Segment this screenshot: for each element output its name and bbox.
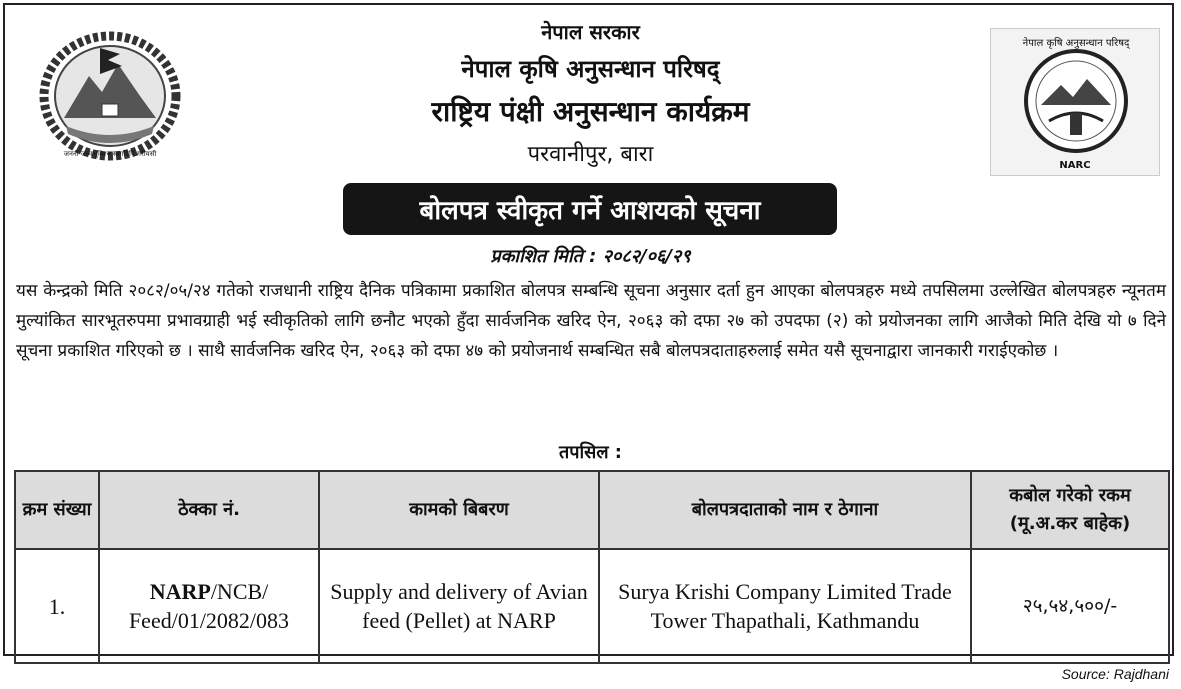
narc-arc-text: नेपाल कृषि अनुसन्धान परिषद् xyxy=(1022,38,1130,49)
header-sn: क्रम संख्या xyxy=(15,471,99,549)
header-amount: कबोल गरेको रकम (मू.अ.कर बाहेक) xyxy=(971,471,1169,549)
table-header-row xyxy=(15,471,1169,549)
notice-body xyxy=(16,276,1166,366)
council-title: नेपाल कृषि अनुसन्धान परिषद् xyxy=(461,55,720,83)
schedule-label: तपसिल : xyxy=(559,442,622,463)
govt-title: नेपाल सरकार xyxy=(541,20,640,44)
cell-amount: २५,५४,५००/- xyxy=(971,549,1169,663)
header-description: कामको बिबरण xyxy=(319,471,599,549)
emblem-motto: जननी जन्मभूमिश्च स्वर्गादपि गरीयसी xyxy=(63,150,157,158)
notice-title: बोलपत्र स्वीकृत गर्ने आशयको सूचना xyxy=(419,196,761,226)
program-title: राष्ट्रिय पंक्षी अनुसन्धान कार्यक्रम xyxy=(431,95,750,128)
contract-rest: /NCB/ Feed/01/2082/083 xyxy=(128,579,290,633)
notice-paragraph: यस केन्द्रको मिति २०८२/०५/२४ गतेको राजधानी राष्ट्रिय दैनिक पत्रिकामा प्रकाशित बोलपत्र सम्बन्धि सूचना अनुसार दर्ता हुन आएका बोलपत्रहरु मध्ये तपसिलमा उल्लेखित बोलपत्रहरु न्यूनतम मुल्यांकित सारभूतरुपमा प्रभावग्राही भई स्वीकृतिको लागि छनौट भएको हुँदा सार्वजनिक खरिद ऐन, २०६३ को दफा २७ को उपदफा (२) को प्रयोजनका लागि आजैको मिति देखि यो ७ दिने सूचना प्रकाशित गरिएको छ । साथै सार्वजनिक खरिद ऐन, २०६३ को दफा ४७ को प्रयोजनार्थ सम्बन्धित सबै बोलपत्रदाताहरुलाई समेत यसै सूचनाद्वारा जानकारी गराईएकोछ । xyxy=(16,281,1166,361)
notice-title-banner xyxy=(343,183,837,235)
cell-description: Supply and delivery of Avian feed (Pellet) at NARP xyxy=(319,549,599,663)
source-credit: Source: Rajdhani xyxy=(1061,666,1169,682)
location-text: परवानीपुर, बारा xyxy=(527,142,654,167)
header-contract: ठेक्का नं. xyxy=(99,471,319,549)
narc-label: NARC xyxy=(1059,160,1091,171)
cell-bidder: Surya Krishi Company Limited Trade Tower Thapathali, Kathmandu xyxy=(599,549,971,663)
contract-prefix: NARP xyxy=(149,579,211,604)
header-bidder: बोलपत्रदाताको नाम र ठेगाना xyxy=(599,471,971,549)
cell-contract xyxy=(99,549,319,663)
table-row xyxy=(15,549,1169,663)
bid-table xyxy=(14,470,1170,664)
published-date: प्रकाशित मिति : २०८२/०६/२९ xyxy=(490,246,691,267)
cell-sn: 1. xyxy=(15,549,99,663)
